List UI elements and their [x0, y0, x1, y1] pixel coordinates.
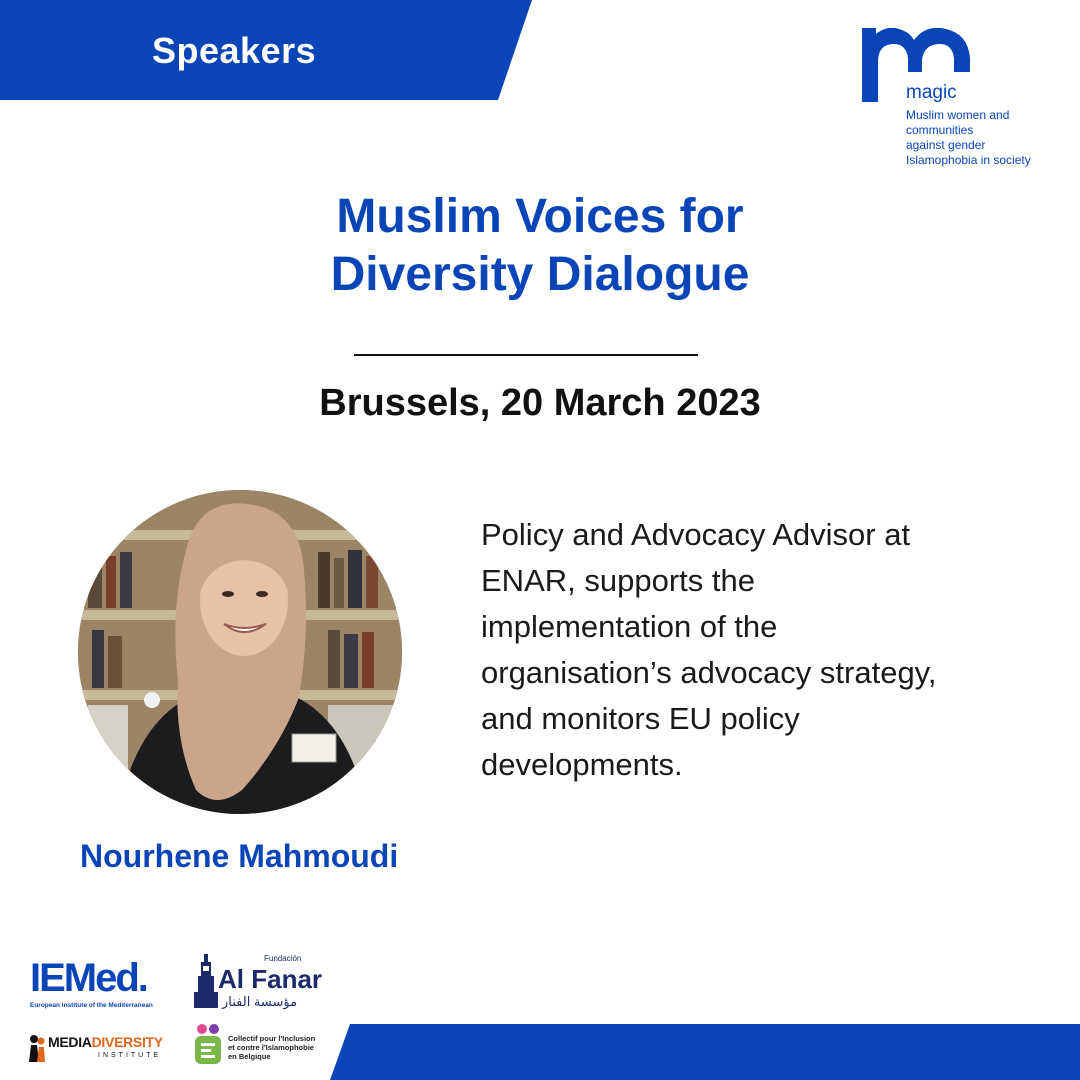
footer-banner-shape — [330, 1024, 1080, 1080]
header-label: Speakers — [152, 30, 317, 71]
event-title — [0, 188, 1080, 304]
bio-line: developments. — [481, 747, 683, 782]
event-title-line: Diversity Dialogue — [330, 248, 750, 301]
iemed-logo — [30, 958, 180, 1014]
speaker-photo — [78, 490, 402, 814]
mdi-part2: DIVERSITY — [91, 1034, 163, 1050]
mdi-name — [48, 1034, 163, 1050]
logo-tagline-line: Islamophobia in society — [906, 153, 1031, 167]
divider — [354, 354, 698, 356]
logo-tagline-line: Muslim women and — [906, 108, 1010, 122]
bio-line: implementation of the — [481, 609, 778, 644]
alfanar-logo — [192, 952, 323, 1012]
speaker-name: Nourhene Mahmoudi — [80, 838, 399, 874]
header-banner — [0, 0, 532, 100]
cib-name — [228, 1034, 315, 1061]
logo-tagline — [906, 108, 1031, 168]
alfanar-name: Al Fanar — [218, 964, 323, 994]
logo-word: magic — [906, 82, 957, 103]
bio-line: Policy and Advocacy Advisor at — [481, 517, 911, 552]
cib-logo — [192, 1022, 332, 1066]
event-date: Brussels, 20 March 2023 — [319, 382, 761, 424]
logo-tagline-line: against gender — [906, 138, 986, 152]
mdi-part1: MEDIA — [48, 1034, 92, 1050]
iemed-subtitle: European Institute of the Mediterranean — [30, 1002, 153, 1009]
magic-logo — [862, 28, 1062, 178]
cib-line: en Belgique — [228, 1052, 271, 1061]
mdi-logo — [28, 1032, 178, 1068]
footer-banner — [330, 1024, 1080, 1080]
cib-emblem-icon — [192, 1022, 224, 1066]
bio-line: ENAR, supports the — [481, 563, 755, 598]
speaker-bio — [481, 512, 1041, 788]
mdi-subtitle: INSTITUTE — [98, 1052, 162, 1059]
cib-line: Collectif pour l'Inclusion — [228, 1034, 316, 1043]
people-icon — [28, 1034, 46, 1064]
alfanar-prefix: Fundación — [264, 954, 302, 963]
alfanar-arabic: مؤسسة الفنار — [222, 994, 298, 1009]
event-title-line: Muslim Voices for — [336, 190, 744, 243]
logo-tagline-line: communities — [906, 123, 974, 137]
iemed-name: IEMed. — [30, 956, 147, 1000]
speaker-portrait-icon — [78, 490, 402, 814]
cib-line: et contre l'Islamophobie — [228, 1043, 314, 1052]
bio-line: and monitors EU policy — [481, 701, 800, 736]
bio-line: organisation’s advocacy strategy, — [481, 655, 937, 690]
